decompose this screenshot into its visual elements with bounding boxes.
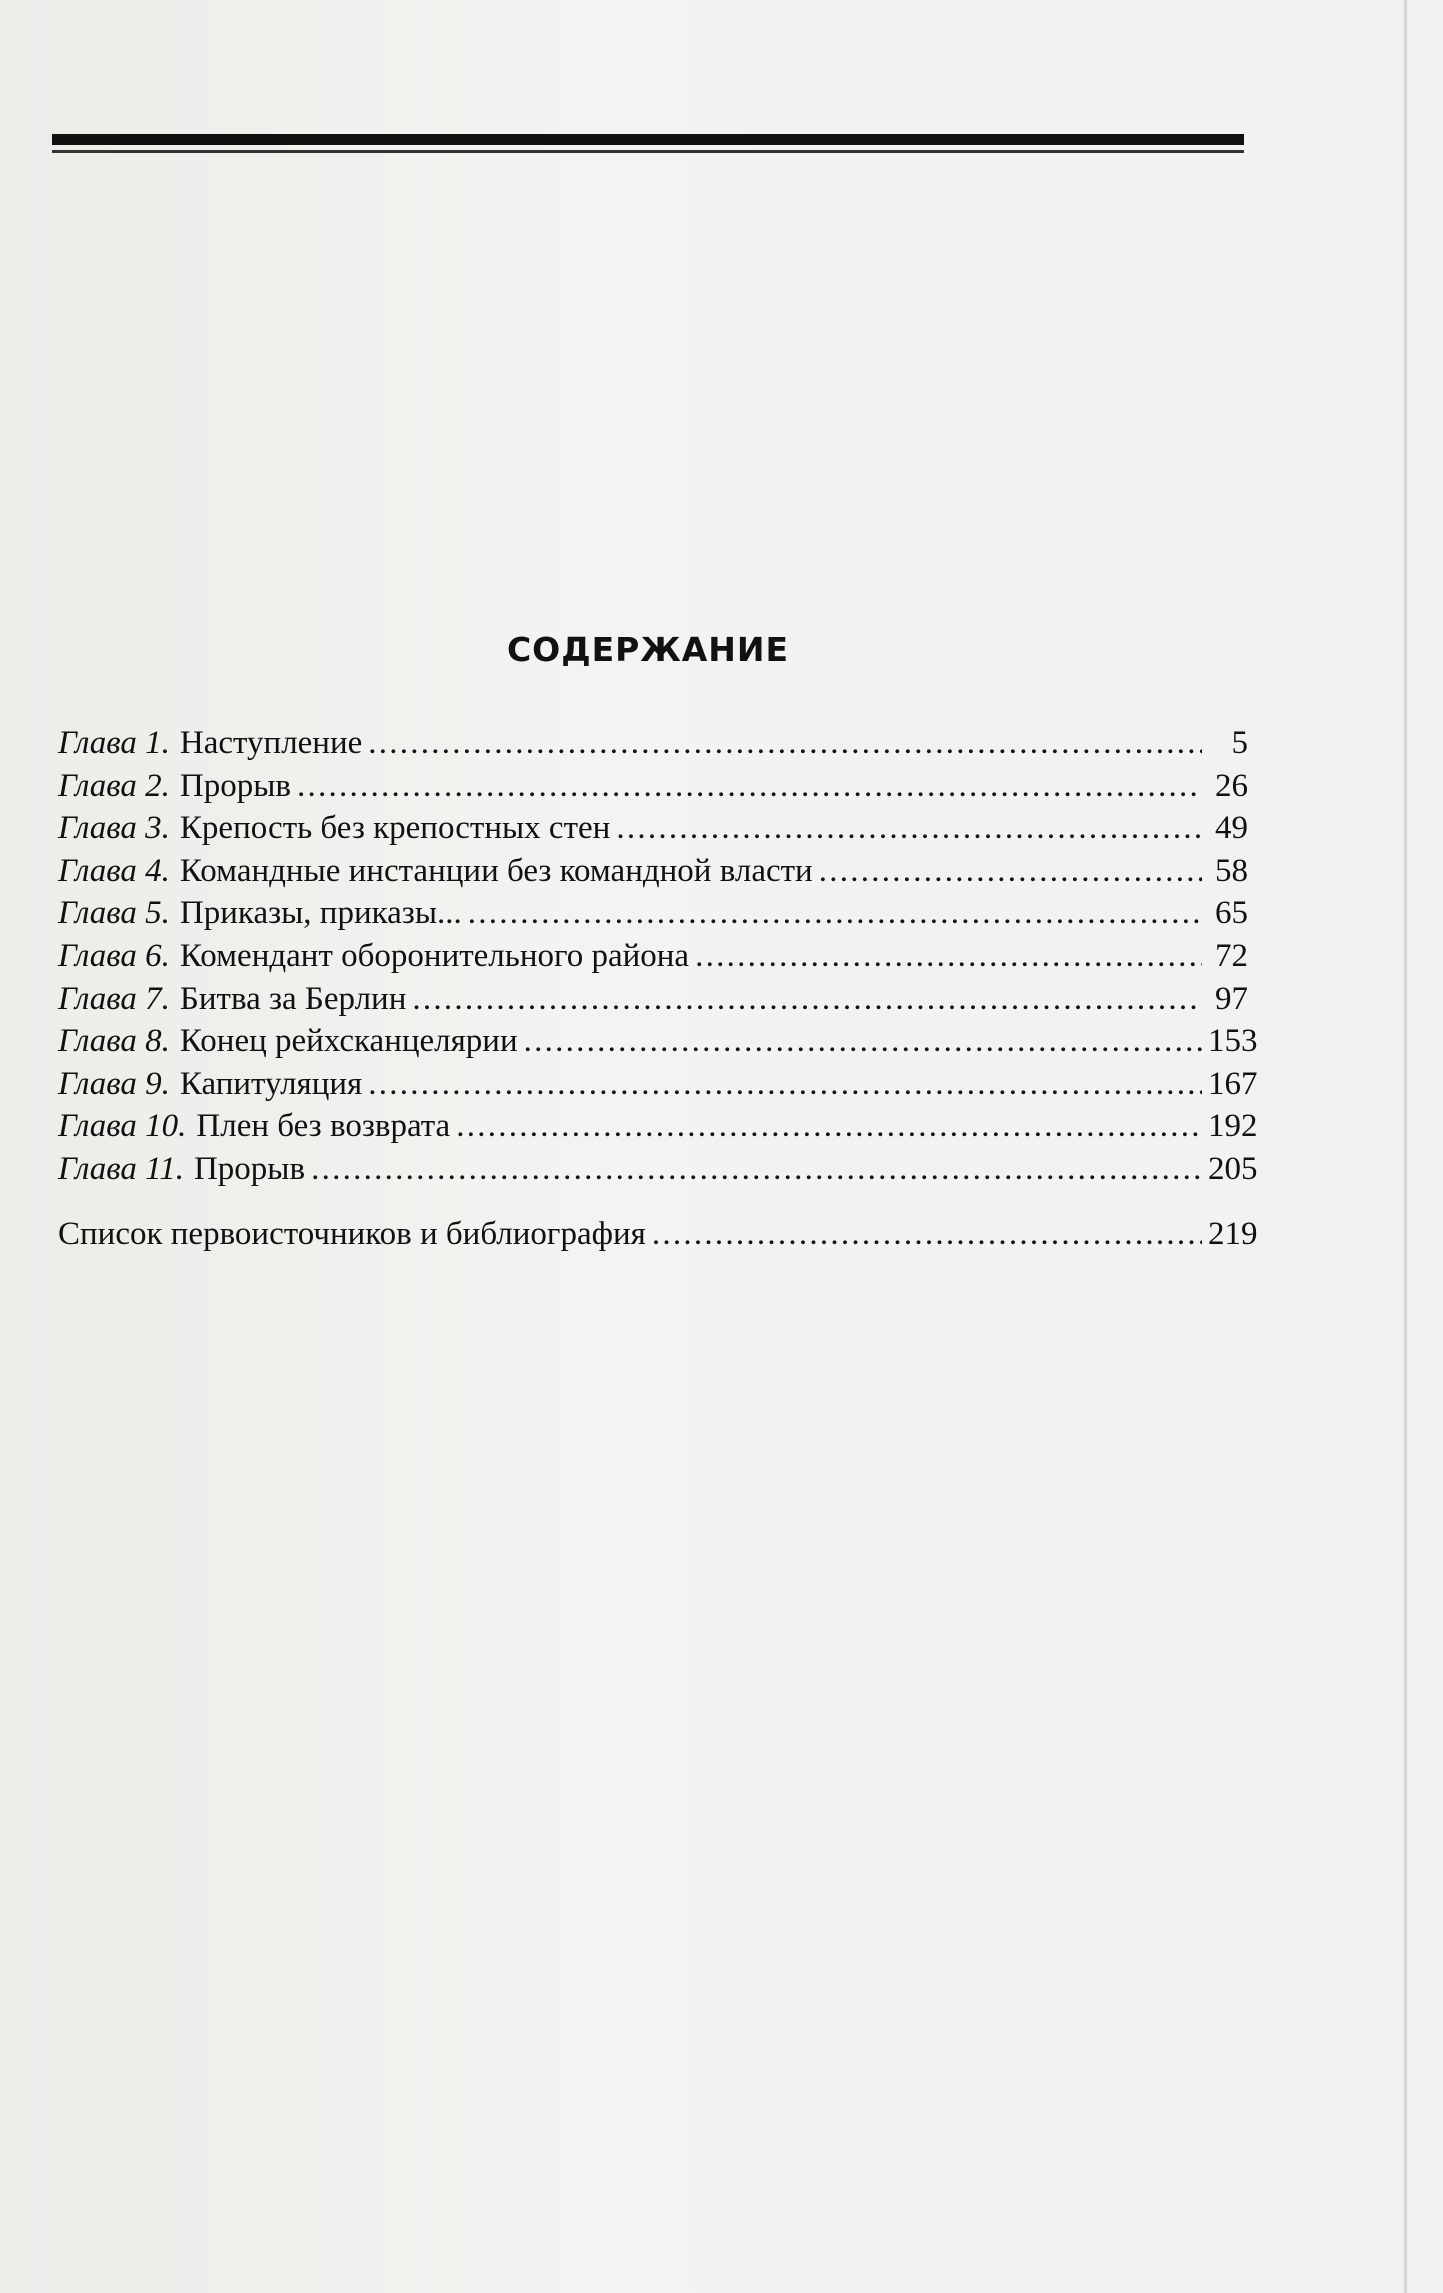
toc-chapter-number: Глава 2. bbox=[58, 767, 170, 804]
page-edge bbox=[1404, 0, 1407, 2293]
toc-chapter-title: Плен без возврата bbox=[196, 1108, 451, 1145]
toc-dot-leader bbox=[652, 1213, 1202, 1256]
toc-entry bbox=[58, 892, 1248, 935]
toc-page-number: 97 bbox=[1215, 980, 1248, 1017]
toc-chapter-number: Глава 10. bbox=[58, 1108, 187, 1145]
toc-page-number: 205 bbox=[1208, 1150, 1258, 1187]
toc-chapter-title: Командные инстанции без командной власти bbox=[179, 852, 813, 889]
toc-page-number: 192 bbox=[1208, 1108, 1258, 1145]
toc-chapter-title: Комендант оборонительного района bbox=[179, 937, 690, 974]
toc-appendix-entry bbox=[58, 1213, 1258, 1256]
toc-chapter-title: Наступление bbox=[179, 725, 363, 761]
toc-entry bbox=[58, 765, 1248, 808]
toc-entry bbox=[58, 722, 1248, 765]
toc-page-number: 65 bbox=[1215, 895, 1248, 932]
toc-chapter-number: Глава 11. bbox=[58, 1150, 184, 1187]
toc-entry bbox=[58, 1148, 1258, 1191]
toc-page-number: 58 bbox=[1215, 852, 1248, 889]
toc-page-number: 49 bbox=[1215, 810, 1248, 847]
toc-chapter-title: Прорыв bbox=[193, 1150, 306, 1187]
toc-chapter-number: Глава 6. bbox=[58, 937, 170, 974]
toc-entry bbox=[58, 807, 1248, 850]
header-rule bbox=[52, 134, 1244, 145]
toc-dot-leader bbox=[468, 892, 1202, 935]
toc-chapter-number: Глава 5. bbox=[58, 895, 170, 932]
toc-dot-leader bbox=[297, 765, 1202, 808]
toc-page-number: 72 bbox=[1215, 937, 1248, 974]
toc-dot-leader bbox=[524, 1020, 1202, 1063]
toc-chapter-title: Конец рейхсканцелярии bbox=[179, 1023, 518, 1060]
toc-entry bbox=[58, 1063, 1258, 1106]
toc-page-number: 5 bbox=[1231, 725, 1248, 761]
toc-dot-leader bbox=[695, 935, 1202, 978]
toc-chapter-number: Глава 4. bbox=[58, 852, 170, 889]
toc-chapter-title: Крепость без крепостных стен bbox=[179, 810, 611, 847]
toc-page-number: 219 bbox=[1208, 1215, 1258, 1252]
toc-dot-leader bbox=[311, 1148, 1202, 1191]
toc-chapter-number: Глава 8. bbox=[58, 1023, 170, 1060]
toc-chapter-title: Приказы, приказы... bbox=[179, 895, 462, 932]
toc-entry bbox=[58, 1020, 1258, 1063]
toc-chapter-title: Капитуляция bbox=[179, 1065, 363, 1102]
toc-entry bbox=[58, 935, 1248, 978]
toc-title: СОДЕРЖАНИЕ bbox=[506, 630, 790, 669]
toc-entry bbox=[58, 978, 1248, 1021]
toc-page-number: 153 bbox=[1208, 1023, 1258, 1060]
toc-entry bbox=[58, 1105, 1258, 1148]
toc-spacer bbox=[58, 1191, 1248, 1213]
toc-dot-leader bbox=[456, 1105, 1202, 1148]
toc-appendix-title: Список первоисточников и библиография bbox=[58, 1215, 646, 1252]
table-of-contents bbox=[58, 722, 1258, 1255]
toc-dot-leader bbox=[616, 807, 1202, 850]
toc-page-number: 167 bbox=[1208, 1065, 1258, 1102]
toc-entry bbox=[58, 850, 1248, 893]
header-rule-thin bbox=[52, 150, 1244, 153]
toc-dot-leader bbox=[368, 1063, 1202, 1106]
toc-chapter-number: Глава 3. bbox=[58, 810, 170, 847]
toc-chapter-number: Глава 9. bbox=[58, 1065, 170, 1102]
toc-dot-leader bbox=[412, 978, 1202, 1021]
toc-dot-leader bbox=[368, 722, 1202, 765]
toc-dot-leader bbox=[819, 850, 1202, 893]
toc-chapter-number: Глава 1. bbox=[58, 725, 170, 761]
toc-page-number: 26 bbox=[1215, 767, 1248, 804]
toc-chapter-title: Битва за Берлин bbox=[179, 980, 407, 1017]
toc-chapter-number: Глава 7. bbox=[58, 980, 170, 1017]
toc-chapter-title: Прорыв bbox=[179, 767, 292, 804]
